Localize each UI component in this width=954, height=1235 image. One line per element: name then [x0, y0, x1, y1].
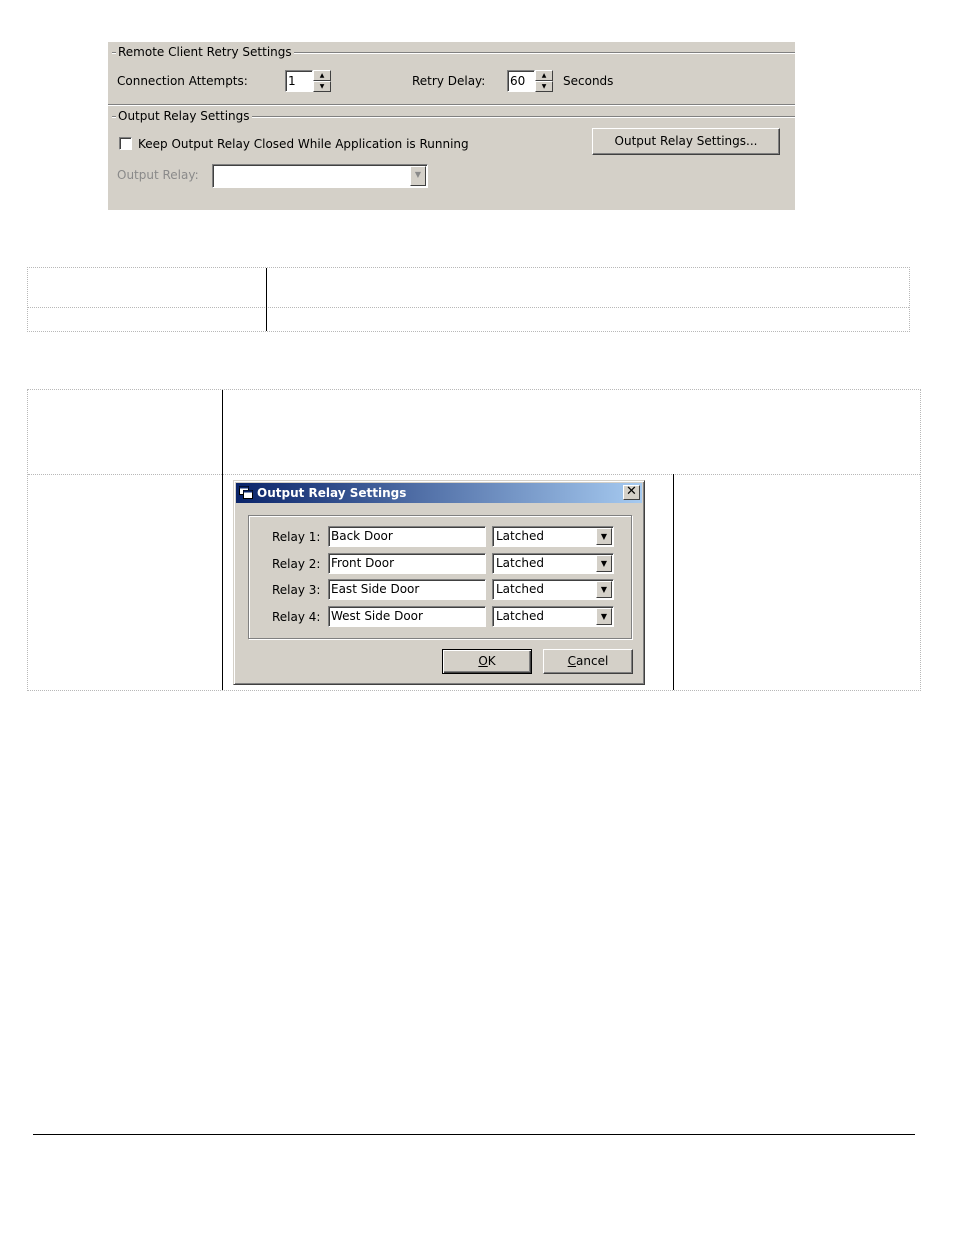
keep-relay-closed-checkbox[interactable] — [119, 137, 132, 150]
group-separator — [108, 104, 795, 106]
chevron-down-icon[interactable]: ▼ — [596, 555, 612, 572]
doc-table-1 — [27, 267, 910, 332]
output-relay-title: Output Relay Settings — [118, 109, 250, 123]
retry-delay-input[interactable]: 60 — [507, 70, 535, 92]
output-relay-label: Output Relay: — [117, 168, 199, 182]
cancel-label-rest: ancel — [576, 654, 609, 668]
output-relay-settings-button[interactable]: Output Relay Settings... — [592, 128, 780, 155]
retry-delay-label: Retry Delay: — [412, 74, 486, 88]
table-column-divider — [266, 268, 267, 331]
chevron-down-icon[interactable]: ▼ — [596, 581, 612, 598]
relay-4-label: Relay 4: — [272, 610, 321, 624]
relay-1-label: Relay 1: — [272, 530, 321, 544]
relay-1-mode-select[interactable] — [492, 526, 614, 547]
relay-4-mode-value: Latched — [496, 609, 544, 623]
remote-client-retry-title: Remote Client Retry Settings — [118, 45, 292, 59]
connection-attempts-input[interactable]: 1 — [285, 70, 313, 92]
app-window-icon — [239, 486, 253, 499]
relay-4-name-input[interactable]: West Side Door — [328, 606, 486, 627]
relay-4-mode-select[interactable] — [492, 606, 614, 627]
chevron-down-icon[interactable]: ▼ — [410, 166, 426, 186]
connection-attempts-label: Connection Attempts: — [117, 74, 248, 88]
spin-up-icon[interactable]: ▲ — [535, 70, 553, 81]
relay-1-name-input[interactable]: Back Door — [328, 526, 486, 547]
chevron-down-icon[interactable]: ▼ — [596, 528, 612, 545]
ok-button[interactable] — [442, 649, 532, 674]
cancel-button[interactable] — [543, 649, 633, 674]
output-relay-group — [112, 109, 795, 196]
table-column-divider — [222, 390, 223, 690]
settings-panel — [108, 42, 795, 210]
relay-3-label: Relay 3: — [272, 583, 321, 597]
cancel-mnemonic: C — [567, 654, 577, 668]
relay-2-mode-value: Latched — [496, 556, 544, 570]
relay-3-mode-select[interactable] — [492, 579, 614, 600]
seconds-label: Seconds — [563, 74, 614, 88]
relay-2-label: Relay 2: — [272, 557, 321, 571]
spin-down-icon[interactable]: ▼ — [313, 81, 331, 92]
table-row-divider — [28, 307, 909, 308]
relay-2-name-input[interactable]: Front Door — [328, 553, 486, 574]
remote-client-retry-group — [112, 45, 795, 108]
close-icon[interactable]: ✕ — [623, 485, 640, 500]
output-relay-settings-dialog — [233, 480, 645, 685]
output-relay-select[interactable] — [212, 164, 428, 188]
chevron-down-icon[interactable]: ▼ — [596, 608, 612, 625]
table-column-divider — [673, 474, 674, 690]
dialog-title: Output Relay Settings — [257, 486, 407, 500]
connection-attempts-spinner[interactable] — [313, 70, 331, 92]
relay-1-mode-value: Latched — [496, 529, 544, 543]
relay-3-name-input[interactable]: East Side Door — [328, 579, 486, 600]
dialog-titlebar[interactable] — [236, 483, 642, 503]
spin-up-icon[interactable]: ▲ — [313, 70, 331, 81]
retry-delay-spinner[interactable] — [535, 70, 553, 92]
spin-down-icon[interactable]: ▼ — [535, 81, 553, 92]
table-row-divider — [28, 474, 920, 475]
ok-label-rest: K — [487, 654, 496, 668]
relay-3-mode-value: Latched — [496, 582, 544, 596]
relay-2-mode-select[interactable] — [492, 553, 614, 574]
footer-rule — [33, 1134, 915, 1135]
ok-mnemonic: O — [478, 654, 488, 668]
keep-relay-closed-label[interactable]: Keep Output Relay Closed While Application is Running — [138, 137, 469, 151]
relay-group — [248, 515, 632, 639]
